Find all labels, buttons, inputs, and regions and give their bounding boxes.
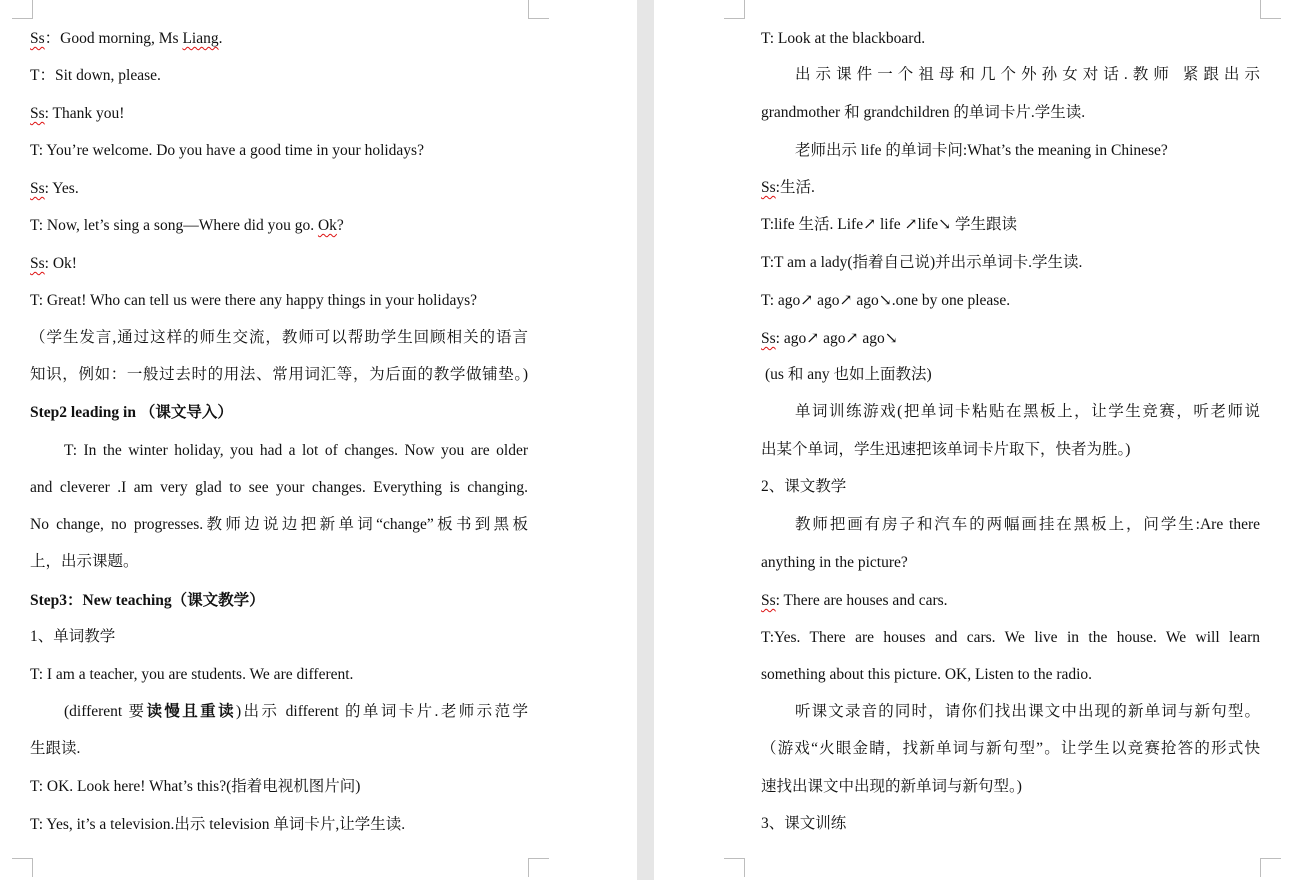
text-line: and cleverer .I am very glad to see your changes. Everything is changing. bbox=[30, 479, 528, 496]
text-line: 知识，例如：一般过去时的用法、常用词汇等，为后面的教学做铺垫。) bbox=[30, 366, 528, 383]
text-span: : Thank you! bbox=[44, 105, 125, 122]
text-span: (different 要 bbox=[64, 703, 147, 720]
spell-marked-word: Ss bbox=[761, 330, 776, 347]
text-span: T: Now, let’s sing a song—Where did you go. bbox=[30, 217, 318, 234]
text-line: anything in the picture? bbox=[761, 554, 908, 571]
text-line: T: OK. Look here! What’s this?(指着电视机图片问) bbox=[30, 778, 361, 795]
text-line bbox=[30, 29, 222, 49]
text-line: 出某个单词，学生迅速把该单词卡片取下，快者为胜。) bbox=[761, 441, 1131, 458]
text-span: ? bbox=[336, 217, 344, 234]
text-span: : Yes. bbox=[44, 180, 79, 197]
bold-span: 读慢且重读 bbox=[146, 703, 236, 720]
text-line: No change, no progresses.教师边说边把新单词“change”板书到黑板 bbox=[30, 516, 528, 533]
text-line: 听课文录音的同时，请你们找出课文中出现的新单词与新句型。 bbox=[795, 703, 1260, 720]
text-line: 出示课件一个祖母和几个外孙女对话.教师 紧跟出示 bbox=[795, 66, 1260, 83]
page-gutter bbox=[637, 0, 654, 880]
text-line: grandmother 和 grandchildren 的单词卡片.学生读. bbox=[761, 104, 1086, 121]
text-span: : ago↗ ago↗ ago↘ bbox=[775, 330, 898, 347]
text-span: :生活. bbox=[775, 179, 815, 196]
text-line bbox=[761, 178, 815, 198]
text-line: T: In the winter holiday, you had a lot of changes. Now you are older bbox=[64, 442, 528, 459]
text-line: T:T am a lady(指着自己说)并出示单词卡.学生读. bbox=[761, 254, 1083, 271]
spell-marked-word: Liang bbox=[182, 30, 219, 47]
text-line: 教师把画有房子和汽车的两幅画挂在黑板上，问学生:Are there bbox=[795, 516, 1260, 533]
text-line: 老师出示 life 的单词卡问:What’s the meaning in Chinese? bbox=[795, 142, 1168, 159]
crop-mark bbox=[1260, 0, 1281, 19]
spell-marked-word: Ss bbox=[761, 179, 776, 196]
text-line bbox=[30, 179, 79, 199]
text-line: 1、单词教学 bbox=[30, 628, 116, 645]
text-line: 2、课文教学 bbox=[761, 478, 847, 495]
spell-marked-word: Ss bbox=[30, 30, 45, 47]
text-line: T:life 生活. Life↗ life ↗life↘ 学生跟读 bbox=[761, 216, 1017, 233]
spell-marked-word: Ss bbox=[30, 105, 45, 122]
text-line: 速找出课文中出现的新单词与新句型。) bbox=[761, 778, 1022, 795]
crop-mark bbox=[724, 0, 745, 19]
text-span: ：Good morning, Ms bbox=[44, 30, 183, 47]
section-heading: Step2 leading in （课文导入） bbox=[30, 404, 233, 421]
text-line: 3、课文训练 bbox=[761, 815, 847, 832]
section-heading: Step3：New teaching（课文教学） bbox=[30, 592, 265, 609]
text-line: （游戏“火眼金睛，找新单词与新句型”。让学生以竞赛抢答的形式快 bbox=[761, 740, 1260, 757]
text-line bbox=[30, 104, 124, 124]
spell-marked-word: Ss bbox=[30, 255, 45, 272]
text-line bbox=[30, 216, 344, 236]
text-line: T: You’re welcome. Do you have a good time in your holidays? bbox=[30, 142, 424, 159]
crop-mark bbox=[12, 858, 33, 877]
text-line: T: Great! Who can tell us were there any happy things in your holidays? bbox=[30, 292, 478, 309]
text-line: 生跟读. bbox=[30, 740, 81, 757]
text-line bbox=[64, 702, 528, 722]
text-span: : Ok! bbox=[44, 255, 77, 272]
spell-marked-word: Ss bbox=[30, 180, 45, 197]
crop-mark bbox=[1260, 858, 1281, 877]
spell-marked-word: Ok bbox=[317, 217, 337, 234]
document-page-left bbox=[0, 0, 637, 880]
text-line: T: ago↗ ago↗ ago↘.one by one please. bbox=[761, 292, 1011, 309]
text-line: T: Look at the blackboard. bbox=[761, 30, 926, 47]
text-span: . bbox=[218, 30, 223, 47]
spell-marked-word: Ss bbox=[761, 592, 776, 609]
crop-mark bbox=[528, 858, 549, 877]
text-line: (us 和 any 也如上面教法) bbox=[765, 366, 932, 383]
text-line bbox=[761, 591, 948, 611]
text-span: )出示 different 的单词卡片.老师示范学 bbox=[235, 703, 528, 720]
text-line: T：Sit down, please. bbox=[30, 67, 161, 84]
text-line bbox=[30, 254, 77, 274]
text-line: T: I am a teacher, you are students. We are different. bbox=[30, 666, 354, 683]
crop-mark bbox=[528, 0, 549, 19]
document-page-right bbox=[654, 0, 1290, 880]
text-line: T: Yes, it’s a television.出示 television 单词卡片,让学生读. bbox=[30, 816, 406, 833]
text-line: 单词训练游戏(把单词卡粘贴在黑板上，让学生竞赛，听老师说 bbox=[795, 403, 1260, 420]
text-line: （学生发言,通过这样的师生交流，教师可以帮助学生回顾相关的语言 bbox=[30, 329, 528, 346]
crop-mark bbox=[12, 0, 33, 19]
crop-mark bbox=[724, 858, 745, 877]
text-span: : There are houses and cars. bbox=[775, 592, 948, 609]
text-line bbox=[761, 329, 898, 349]
text-line: something about this picture. OK, Listen to the radio. bbox=[761, 666, 1093, 683]
text-line: T:Yes. There are houses and cars. We live in the house. We will learn bbox=[761, 629, 1260, 646]
text-line: 上，出示课题。 bbox=[30, 553, 139, 570]
